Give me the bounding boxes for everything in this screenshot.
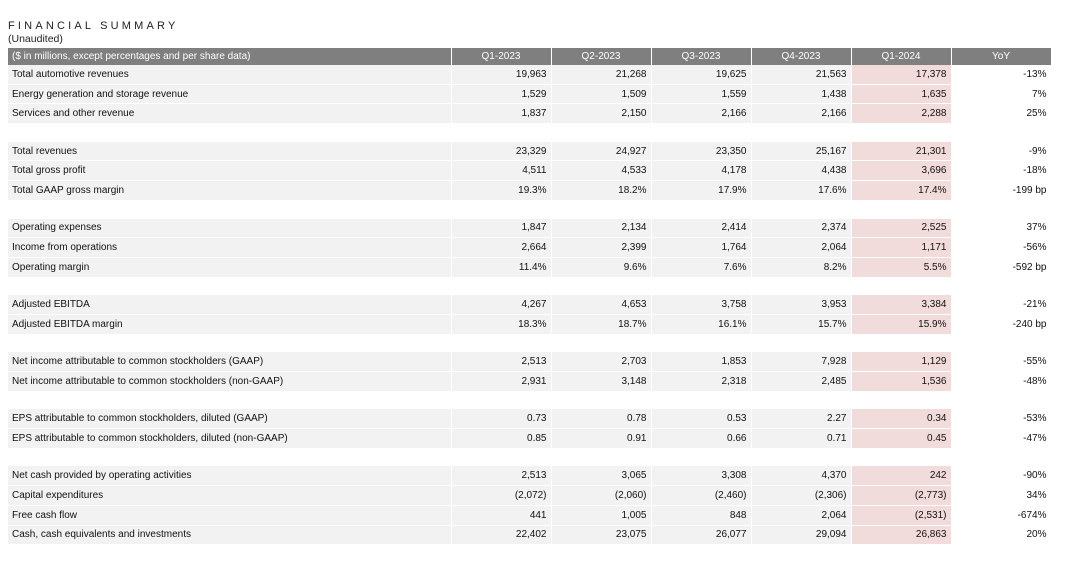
value-cell: 4,533 xyxy=(551,161,651,181)
report-subtitle: (Unaudited) xyxy=(8,33,63,45)
value-cell: 5.5% xyxy=(851,257,951,276)
table-row xyxy=(8,505,1051,525)
value-cell: 441 xyxy=(451,505,551,525)
value-cell: 2,134 xyxy=(551,219,651,238)
value-cell: (2,531) xyxy=(851,505,951,525)
value-cell: 2,513 xyxy=(451,466,551,485)
row-label: Services and other revenue xyxy=(8,104,451,123)
value-cell: 4,267 xyxy=(451,295,551,314)
value-cell: 3,308 xyxy=(651,466,751,485)
value-cell: -53% xyxy=(951,409,1051,428)
value-cell: 1,005 xyxy=(551,505,651,525)
value-cell: 2,703 xyxy=(551,352,651,371)
value-cell: 2,414 xyxy=(651,219,751,238)
value-cell: 17.6% xyxy=(751,181,851,200)
value-cell: -56% xyxy=(951,238,1051,258)
value-cell: 7% xyxy=(951,84,1051,104)
value-cell: 19.3% xyxy=(451,181,551,200)
value-cell: (2,460) xyxy=(651,486,751,506)
header-cell: ($ in millions, except percentages and per share data) xyxy=(8,48,451,65)
table-row xyxy=(8,314,1051,333)
value-cell: 1,536 xyxy=(851,372,951,391)
value-cell: 0.78 xyxy=(551,409,651,428)
value-cell: 3,953 xyxy=(751,295,851,314)
value-cell: 1,438 xyxy=(751,84,851,104)
row-label: Cash, cash equivalents and investments xyxy=(8,525,451,544)
value-cell: -48% xyxy=(951,372,1051,391)
row-label: Operating margin xyxy=(8,257,451,276)
value-cell: 21,563 xyxy=(751,65,851,84)
value-cell: 0.34 xyxy=(851,409,951,428)
value-cell: 3,758 xyxy=(651,295,751,314)
value-cell: 1,847 xyxy=(451,219,551,238)
header-cell: Q1-2023 xyxy=(451,48,551,65)
value-cell: 1,129 xyxy=(851,352,951,371)
table-body xyxy=(8,65,1051,544)
value-cell: 24,927 xyxy=(551,142,651,161)
value-cell: 7,928 xyxy=(751,352,851,371)
value-cell: 0.66 xyxy=(651,429,751,448)
value-cell: 4,178 xyxy=(651,161,751,181)
value-cell: 16.1% xyxy=(651,314,751,333)
value-cell: 2,064 xyxy=(751,238,851,258)
value-cell: 3,696 xyxy=(851,161,951,181)
value-cell: 2,931 xyxy=(451,372,551,391)
report-title: FINANCIAL SUMMARY xyxy=(8,20,179,32)
value-cell: 1,837 xyxy=(451,104,551,123)
value-cell: 15.7% xyxy=(751,314,851,333)
value-cell: 26,863 xyxy=(851,525,951,544)
value-cell: 18.3% xyxy=(451,314,551,333)
row-label: EPS attributable to common stockholders, diluted (non-GAAP) xyxy=(8,429,451,448)
row-label: EPS attributable to common stockholders, diluted (GAAP) xyxy=(8,409,451,428)
value-cell: (2,072) xyxy=(451,486,551,506)
value-cell: -592 bp xyxy=(951,257,1051,276)
value-cell: 0.73 xyxy=(451,409,551,428)
row-label: Adjusted EBITDA xyxy=(8,295,451,314)
row-label: Free cash flow xyxy=(8,505,451,525)
row-label: Energy generation and storage revenue xyxy=(8,84,451,104)
value-cell: 2,318 xyxy=(651,372,751,391)
value-cell: 2,525 xyxy=(851,219,951,238)
value-cell: -21% xyxy=(951,295,1051,314)
row-label: Net income attributable to common stockholders (GAAP) xyxy=(8,352,451,371)
value-cell: -90% xyxy=(951,466,1051,485)
value-cell: 15.9% xyxy=(851,314,951,333)
value-cell: 8.2% xyxy=(751,257,851,276)
value-cell: (2,060) xyxy=(551,486,651,506)
spacer-row xyxy=(8,448,1051,467)
value-cell: 21,301 xyxy=(851,142,951,161)
table-row xyxy=(8,466,1051,485)
table-row xyxy=(8,65,1051,84)
value-cell: 4,370 xyxy=(751,466,851,485)
table-row xyxy=(8,84,1051,104)
value-cell: 1,509 xyxy=(551,84,651,104)
value-cell: 2,064 xyxy=(751,505,851,525)
value-cell: -240 bp xyxy=(951,314,1051,333)
value-cell: 2,166 xyxy=(651,104,751,123)
header-cell: Q2-2023 xyxy=(551,48,651,65)
value-cell: 3,065 xyxy=(551,466,651,485)
value-cell: 25,167 xyxy=(751,142,851,161)
value-cell: 34% xyxy=(951,486,1051,506)
value-cell: 0.53 xyxy=(651,409,751,428)
value-cell: 37% xyxy=(951,219,1051,238)
value-cell: 26,077 xyxy=(651,525,751,544)
table-row xyxy=(8,409,1051,428)
table-row xyxy=(8,352,1051,371)
value-cell: 3,148 xyxy=(551,372,651,391)
value-cell: 0.85 xyxy=(451,429,551,448)
spacer-cell xyxy=(8,200,1051,219)
value-cell: 2.27 xyxy=(751,409,851,428)
value-cell: -47% xyxy=(951,429,1051,448)
value-cell: 19,625 xyxy=(651,65,751,84)
table-row xyxy=(8,257,1051,276)
value-cell: 25% xyxy=(951,104,1051,123)
value-cell: 9.6% xyxy=(551,257,651,276)
value-cell: 18.2% xyxy=(551,181,651,200)
row-label: Total GAAP gross margin xyxy=(8,181,451,200)
spacer-cell xyxy=(8,123,1051,142)
table-row xyxy=(8,295,1051,314)
table-row xyxy=(8,104,1051,123)
value-cell: 242 xyxy=(851,466,951,485)
value-cell: 17.4% xyxy=(851,181,951,200)
value-cell: 7.6% xyxy=(651,257,751,276)
table-row xyxy=(8,372,1051,391)
row-label: Capital expenditures xyxy=(8,486,451,506)
spacer-row xyxy=(8,391,1051,410)
table-row xyxy=(8,161,1051,181)
spacer-cell xyxy=(8,448,1051,467)
value-cell: 17.9% xyxy=(651,181,751,200)
table-header-row xyxy=(8,48,1051,65)
row-label: Net cash provided by operating activities xyxy=(8,466,451,485)
value-cell: 1,764 xyxy=(651,238,751,258)
summary-table xyxy=(8,48,1052,544)
value-cell: 0.45 xyxy=(851,429,951,448)
table-row xyxy=(8,219,1051,238)
value-cell: 4,653 xyxy=(551,295,651,314)
spacer-row xyxy=(8,277,1051,296)
value-cell: 3,384 xyxy=(851,295,951,314)
value-cell: 1,853 xyxy=(651,352,751,371)
value-cell: 2,166 xyxy=(751,104,851,123)
value-cell: 21,268 xyxy=(551,65,651,84)
value-cell: 0.91 xyxy=(551,429,651,448)
value-cell: 17,378 xyxy=(851,65,951,84)
table-row xyxy=(8,142,1051,161)
value-cell: 2,664 xyxy=(451,238,551,258)
row-label: Total automotive revenues xyxy=(8,65,451,84)
value-cell: 2,399 xyxy=(551,238,651,258)
table-row xyxy=(8,181,1051,200)
row-label: Net income attributable to common stockholders (non-GAAP) xyxy=(8,372,451,391)
value-cell: -199 bp xyxy=(951,181,1051,200)
row-label: Income from operations xyxy=(8,238,451,258)
value-cell: 1,171 xyxy=(851,238,951,258)
value-cell: 23,075 xyxy=(551,525,651,544)
spacer-cell xyxy=(8,277,1051,296)
spacer-row xyxy=(8,123,1051,142)
table-row xyxy=(8,238,1051,258)
value-cell: 2,288 xyxy=(851,104,951,123)
value-cell: 23,350 xyxy=(651,142,751,161)
value-cell: 4,438 xyxy=(751,161,851,181)
table-row xyxy=(8,525,1051,544)
value-cell: 11.4% xyxy=(451,257,551,276)
value-cell: 18.7% xyxy=(551,314,651,333)
header-cell: Q4-2023 xyxy=(751,48,851,65)
value-cell: 0.71 xyxy=(751,429,851,448)
value-cell: 22,402 xyxy=(451,525,551,544)
value-cell: 2,513 xyxy=(451,352,551,371)
spacer-row xyxy=(8,334,1051,353)
table-row xyxy=(8,429,1051,448)
financial-summary xyxy=(8,20,1054,544)
header-cell: Q3-2023 xyxy=(651,48,751,65)
value-cell: -13% xyxy=(951,65,1051,84)
value-cell: -674% xyxy=(951,505,1051,525)
spacer-cell xyxy=(8,334,1051,353)
value-cell: 848 xyxy=(651,505,751,525)
row-label: Adjusted EBITDA margin xyxy=(8,314,451,333)
value-cell: 20% xyxy=(951,525,1051,544)
header-cell: YoY xyxy=(951,48,1051,65)
header-cell: Q1-2024 xyxy=(851,48,951,65)
value-cell: 29,094 xyxy=(751,525,851,544)
row-label: Operating expenses xyxy=(8,219,451,238)
value-cell: (2,306) xyxy=(751,486,851,506)
row-label: Total revenues xyxy=(8,142,451,161)
value-cell: 19,963 xyxy=(451,65,551,84)
value-cell: 1,635 xyxy=(851,84,951,104)
row-label: Total gross profit xyxy=(8,161,451,181)
value-cell: 4,511 xyxy=(451,161,551,181)
value-cell: 23,329 xyxy=(451,142,551,161)
value-cell: 2,374 xyxy=(751,219,851,238)
value-cell: -55% xyxy=(951,352,1051,371)
spacer-cell xyxy=(8,391,1051,410)
spacer-row xyxy=(8,200,1051,219)
value-cell: 2,485 xyxy=(751,372,851,391)
value-cell: (2,773) xyxy=(851,486,951,506)
value-cell: 1,529 xyxy=(451,84,551,104)
table-row xyxy=(8,486,1051,506)
value-cell: 2,150 xyxy=(551,104,651,123)
value-cell: -9% xyxy=(951,142,1051,161)
value-cell: 1,559 xyxy=(651,84,751,104)
value-cell: -18% xyxy=(951,161,1051,181)
